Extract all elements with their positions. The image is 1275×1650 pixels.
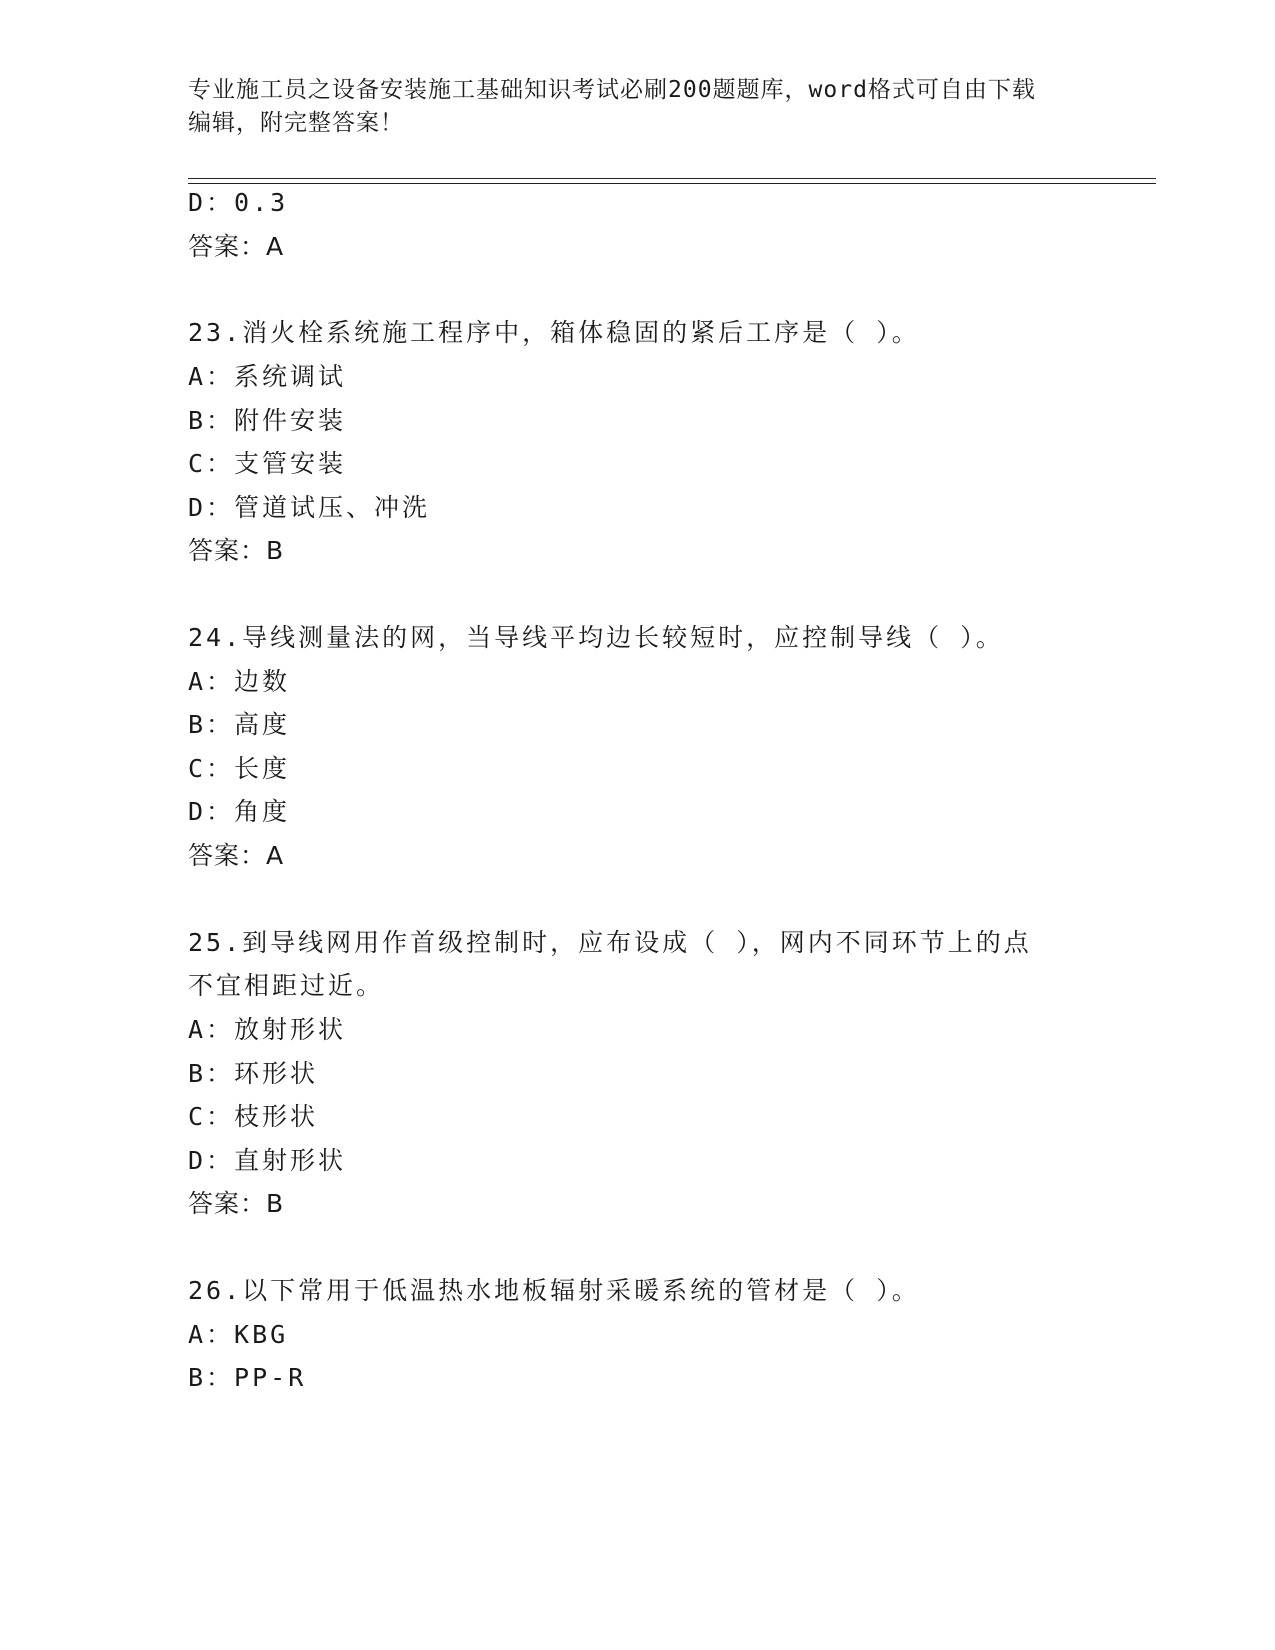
question-24-answer: 答案：A — [188, 841, 285, 870]
question-25-option-c: C：枝形状 — [188, 1102, 319, 1131]
header-divider-top — [188, 178, 1156, 179]
question-23-option-a: A：系统调试 — [188, 362, 347, 391]
question-23-option-c: C：支管安装 — [188, 449, 347, 478]
question-25-stem-line-2: 不宜相距过近。 — [188, 971, 385, 1000]
question-24-option-d: D：角度 — [188, 797, 291, 826]
question-25-option-a: A：放射形状 — [188, 1015, 347, 1044]
question-23-option-d: D：管道试压、冲洗 — [188, 493, 431, 522]
question-24-option-a: A：边数 — [188, 667, 291, 696]
question-24-option-c: C：长度 — [188, 754, 291, 783]
question-23-option-b: B：附件安装 — [188, 406, 347, 435]
question-24-stem: 24.导线测量法的网，当导线平均边长较短时，应控制导线（ ）。 — [188, 623, 1004, 652]
header-title-line-1: 专业施工员之设备安装施工基础知识考试必刷200题题库，word格式可自由下载 — [188, 77, 1036, 103]
question-25-option-b: B：环形状 — [188, 1059, 319, 1088]
header-divider-bottom — [188, 183, 1156, 184]
header-title-line-2: 编辑，附完整答案！ — [188, 110, 404, 136]
question-23-answer: 答案：B — [188, 536, 285, 565]
question-23-stem: 23.消火栓系统施工程序中，箱体稳固的紧后工序是（ ）。 — [188, 318, 920, 347]
question-25-option-d: D：直射形状 — [188, 1146, 347, 1175]
question-25-stem-line-1: 25.到导线网用作首级控制时，应布设成（ ），网内不同环节上的点 — [188, 928, 1032, 957]
question-26-option-b: B：PP-R — [188, 1363, 307, 1392]
question-26-option-a: A：KBG — [188, 1320, 289, 1349]
question-24-option-b: B：高度 — [188, 710, 291, 739]
prev-answer: 答案：A — [188, 232, 285, 261]
prev-option-d: D：0.3 — [188, 188, 289, 217]
question-26-stem: 26.以下常用于低温热水地板辐射采暖系统的管材是（ ）。 — [188, 1276, 920, 1305]
document-header — [188, 74, 1088, 140]
question-25-answer: 答案：B — [188, 1189, 285, 1218]
